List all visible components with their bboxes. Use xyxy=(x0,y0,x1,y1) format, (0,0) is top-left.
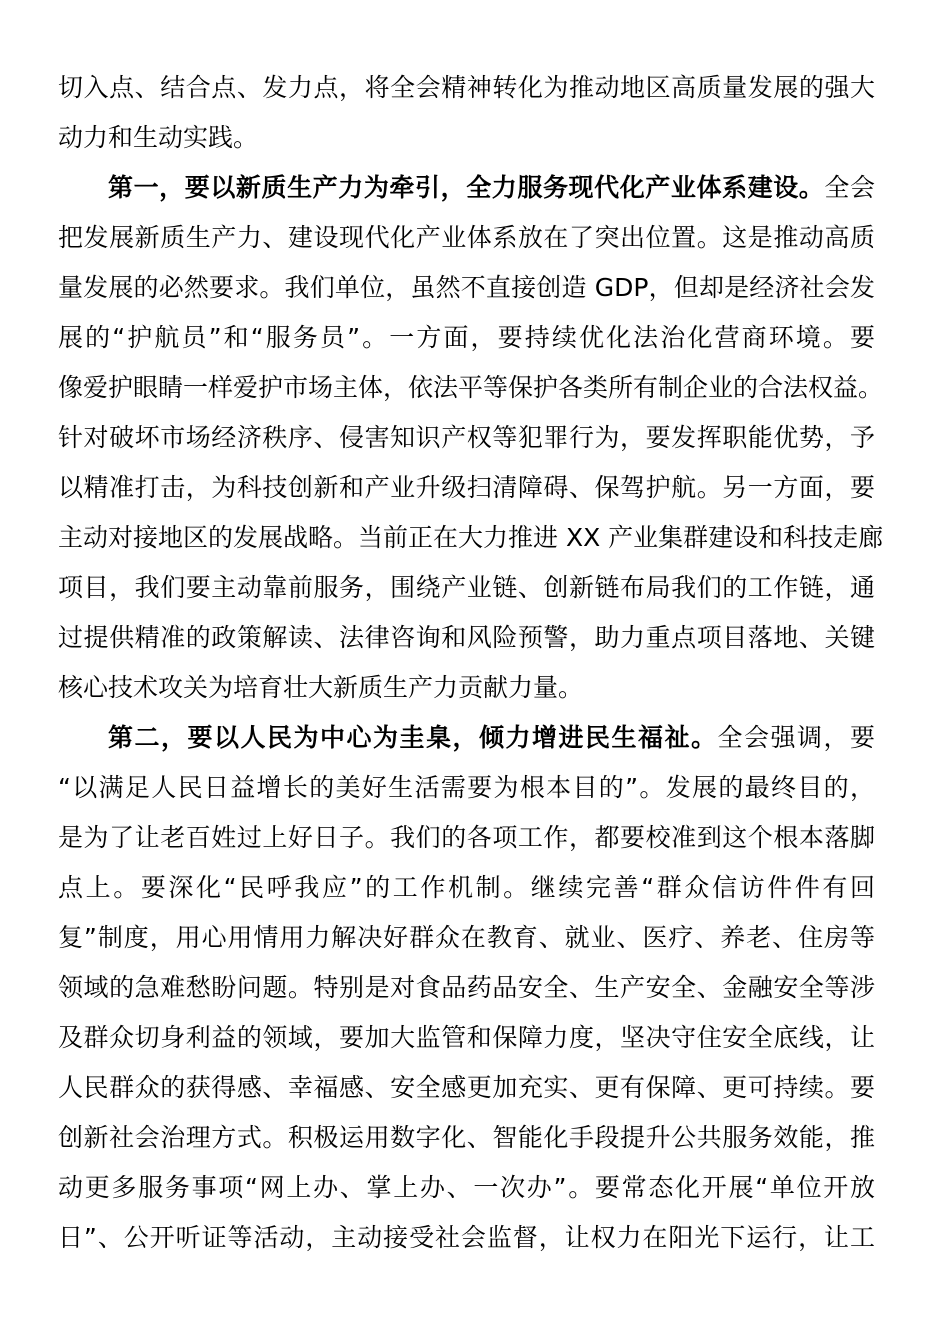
text-run: 切入点、结合点、发力点，将全会精神转化为推动地区高质量发展的强大 xyxy=(58,73,875,102)
text-line xyxy=(58,213,875,263)
paragraph-intro-tail xyxy=(58,63,875,163)
paragraph-heading: 第一，要以新质生产力为牵引，全力服务现代化产业体系建设。 xyxy=(108,173,825,202)
text-run: 是为了让老百姓过上好日子。我们的各项工作，都要校准到这个根本落脚 xyxy=(58,823,875,852)
text-line xyxy=(58,963,875,1013)
text-line xyxy=(58,113,875,163)
text-run: 像爱护眼睛一样爱护市场主体，依法平等保护各类所有制企业的合法权益。 xyxy=(58,373,884,402)
text-run: “以满足人民日益增长的美好生活需要为根本目的”。发展的最终目的， xyxy=(58,773,875,802)
text-run: 点上。要深化“民呼我应”的工作机制。继续完善“群众信访件件有回 xyxy=(58,873,875,902)
text-line xyxy=(58,413,875,463)
text-line xyxy=(58,63,875,113)
text-run: 项目，我们要主动靠前服务，围绕产业链、创新链布局我们的工作链，通 xyxy=(58,573,875,602)
text-run: 领域的急难愁盼问题。特别是对食品药品安全、生产安全、金融安全等涉 xyxy=(58,973,875,1002)
text-line xyxy=(58,513,884,563)
paragraph-point-one xyxy=(58,163,884,713)
text-line xyxy=(58,663,875,713)
document-page xyxy=(58,63,884,1263)
text-run: 主动对接地区的发展战略。当前正在大力推进 XX 产业集群建设和科技走廊 xyxy=(58,523,884,552)
text-line xyxy=(58,763,875,813)
text-run: 复”制度，用心用情用力解决好群众在教育、就业、医疗、养老、住房等 xyxy=(58,923,875,952)
text-run: 把发展新质生产力、建设现代化产业体系放在了突出位置。这是推动高质 xyxy=(58,223,875,252)
text-run: 动力和生动实践。 xyxy=(58,123,259,152)
text-run: 核心技术攻关为培育壮大新质生产力贡献力量。 xyxy=(58,673,584,702)
text-run: 展的“护航员”和“服务员”。一方面，要持续优化法治化营商环境。要 xyxy=(58,323,875,352)
text-run: 动更多服务事项“网上办、掌上办、一次办”。要常态化开展“单位开放 xyxy=(58,1173,875,1202)
paragraph-heading: 第二，要以人民为中心为圭臬，倾力增进民生福祉。 xyxy=(108,723,718,752)
text-run: 日”、公开听证等活动，主动接受社会监督，让权力在阳光下运行，让工 xyxy=(58,1223,875,1252)
text-run: 全会 xyxy=(824,173,875,202)
text-run: 全会强调，要 xyxy=(717,723,875,752)
text-line xyxy=(58,163,875,213)
text-line xyxy=(58,863,875,913)
text-line xyxy=(58,1213,875,1263)
paragraph-point-two xyxy=(58,713,875,1263)
text-line xyxy=(58,563,875,613)
text-run: 及群众切身利益的领域，要加大监管和保障力度，坚决守住安全底线，让 xyxy=(58,1023,875,1052)
text-run: 过提供精准的政策解读、法律咨询和风险预警，助力重点项目落地、关键 xyxy=(58,623,875,652)
text-line xyxy=(58,613,875,663)
text-line xyxy=(58,813,875,863)
text-run: 创新社会治理方式。积极运用数字化、智能化手段提升公共服务效能，推 xyxy=(58,1123,875,1152)
text-line xyxy=(58,913,875,963)
text-line xyxy=(58,1163,875,1213)
text-run: 以精准打击，为科技创新和产业升级扫清障碍、保驾护航。另一方面，要 xyxy=(58,473,875,502)
text-run: 人民群众的获得感、幸福感、安全感更加充实、更有保障、更可持续。要 xyxy=(58,1073,875,1102)
text-line xyxy=(58,263,875,313)
text-line xyxy=(58,363,884,413)
text-run: 量发展的必然要求。我们单位，虽然不直接创造 GDP，但却是经济社会发 xyxy=(58,273,875,302)
text-line xyxy=(58,313,875,363)
text-line xyxy=(58,1113,875,1163)
text-line xyxy=(58,1013,875,1063)
text-line xyxy=(58,1063,875,1113)
text-line xyxy=(58,713,875,763)
text-run: 针对破坏市场经济秩序、侵害知识产权等犯罪行为，要发挥职能优势，予 xyxy=(58,423,875,452)
text-line xyxy=(58,463,875,513)
